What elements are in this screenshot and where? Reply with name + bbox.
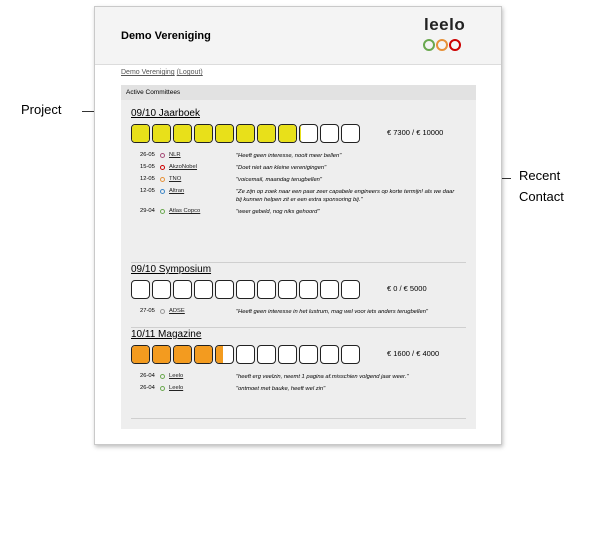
project-block: [131, 264, 466, 327]
progress-fill: [153, 346, 170, 363]
active-committees-panel: [121, 85, 476, 429]
recent-contacts-list: [131, 308, 466, 320]
progress-fill: [132, 346, 149, 363]
progress-fill: [216, 346, 223, 363]
project-block: [131, 108, 466, 262]
contact-row: [131, 385, 466, 397]
contact-date: 26-04: [140, 385, 155, 391]
progress-fill: [300, 125, 301, 142]
contact-date: 15-05: [140, 164, 155, 170]
progress-segment: [152, 280, 171, 299]
org-title: Demo Vereniging: [121, 30, 211, 42]
logo-circle-green-icon: [423, 39, 435, 51]
progress-segment: [173, 345, 192, 364]
sponsor-amount: € 7300 / € 10000: [387, 128, 444, 137]
progress-segment: [215, 280, 234, 299]
project-divider: [131, 262, 466, 263]
app-header: [95, 7, 501, 65]
progress-segment: [131, 345, 150, 364]
contact-date: 29-04: [140, 208, 155, 214]
status-dot-icon: [160, 165, 165, 170]
progress-fill: [195, 346, 212, 363]
progress-segment: [299, 345, 318, 364]
logo-circle-orange-icon: [436, 39, 448, 51]
contact-note: "voicemail, maandag terugbellen": [236, 177, 322, 183]
annotation-project: Project: [21, 102, 62, 117]
progress-segment: [278, 345, 297, 364]
project-title[interactable]: 09/10 Symposium: [131, 264, 212, 275]
progress-segment: [194, 280, 213, 299]
progress-segment: [194, 124, 213, 143]
contact-date: 26-04: [140, 373, 155, 379]
progress-fill: [258, 125, 275, 142]
recent-contacts-list: [131, 373, 466, 397]
progress-fill: [153, 125, 170, 142]
progress-segment: [257, 280, 276, 299]
progress-segment: [278, 280, 297, 299]
progress-segment: [236, 280, 255, 299]
progress-fill: [237, 125, 254, 142]
project-divider: [131, 418, 466, 419]
project-block: [131, 329, 466, 418]
logo-circles-icon: [423, 38, 462, 56]
status-dot-icon: [160, 374, 165, 379]
contact-row: [131, 188, 466, 208]
progress-segment: [320, 280, 339, 299]
company-link[interactable]: NLR: [169, 152, 181, 158]
company-link[interactable]: Atlas Copco: [169, 208, 201, 214]
contact-note: "Ze zijn op zoek naar een paar zeer capabele engineers op korte termijn! als we daar bij kunnen helpen zit er een extra sponsoring bij.": [236, 189, 455, 204]
progress-segment: [236, 124, 255, 143]
company-link[interactable]: AkzoNobel: [169, 164, 198, 170]
progress-segment: [173, 124, 192, 143]
annotation-recent-contact-line1: Recent: [519, 168, 561, 183]
progress-segment: [320, 124, 339, 143]
contact-note: "Heeft geen interesse in het lustrum, mag wel voor iets anders terugbellen": [236, 309, 428, 315]
sponsor-amount: € 1600 / € 4000: [387, 349, 440, 358]
progress-segment: [341, 280, 360, 299]
company-link[interactable]: Altran: [169, 188, 185, 194]
progress-segment: [131, 280, 150, 299]
project-divider: [131, 327, 466, 328]
logout-link[interactable]: (Logout): [176, 69, 203, 76]
progress-segment: [215, 345, 234, 364]
status-dot-icon: [160, 309, 165, 314]
progress-segment: [152, 345, 171, 364]
company-link[interactable]: TNO: [169, 176, 182, 182]
status-dot-icon: [160, 177, 165, 182]
progress-segment: [341, 345, 360, 364]
contact-row: [131, 308, 466, 320]
status-dot-icon: [160, 153, 165, 158]
progress-fill: [174, 125, 191, 142]
breadcrumb: [121, 69, 203, 76]
project-title[interactable]: 09/10 Jaarboek: [131, 108, 200, 119]
status-dot-icon: [160, 189, 165, 194]
company-link[interactable]: ADSE: [169, 308, 185, 314]
panel-title: Active Committees: [121, 85, 476, 100]
progress-segment: [131, 124, 150, 143]
sponsor-amount: € 0 / € 5000: [387, 284, 427, 293]
company-link[interactable]: Leelo: [169, 385, 184, 391]
contact-row: [131, 373, 466, 385]
progress-segment: [257, 124, 276, 143]
contact-row: [131, 208, 466, 220]
progress-segment: [194, 345, 213, 364]
company-link[interactable]: Leelo: [169, 373, 184, 379]
leelo-logo[interactable]: leelo: [424, 15, 466, 34]
contact-date: 12-05: [140, 188, 155, 194]
progress-segment: [299, 124, 318, 143]
progress-fill: [279, 125, 296, 142]
app-window: [94, 6, 502, 445]
progress-fill: [132, 125, 149, 142]
contact-date: 27-05: [140, 308, 155, 314]
progress-segment: [215, 124, 234, 143]
annotation-recent-contact-line2: Contact: [519, 189, 564, 204]
status-dot-icon: [160, 209, 165, 214]
contact-row: [131, 164, 466, 176]
contact-note: "weer gebeld, nog niks gehoord": [236, 209, 320, 215]
progress-segment: [257, 345, 276, 364]
status-dot-icon: [160, 386, 165, 391]
contact-note: "ontmoet met bauke, heeft wel zin": [236, 386, 326, 392]
progress-segment: [152, 124, 171, 143]
progress-segment: [341, 124, 360, 143]
progress-segment: [299, 280, 318, 299]
progress-fill: [216, 125, 233, 142]
contact-note: "Heeft geen interesse, nooit meer bellen": [236, 153, 342, 159]
contact-date: 26-05: [140, 152, 155, 158]
breadcrumb-org-link[interactable]: Demo Vereniging: [121, 69, 175, 76]
progress-segment: [278, 124, 297, 143]
progress-fill: [174, 346, 191, 363]
contact-row: [131, 176, 466, 188]
recent-contacts-list: [131, 152, 466, 220]
project-title[interactable]: 10/11 Magazine: [131, 329, 202, 340]
contact-note: "Doet niet aan kleine verenigingen": [236, 165, 327, 171]
progress-fill: [195, 125, 212, 142]
progress-segment: [320, 345, 339, 364]
progress-segment: [236, 345, 255, 364]
contact-date: 12-05: [140, 176, 155, 182]
progress-segment: [173, 280, 192, 299]
contact-row: [131, 152, 466, 164]
contact-note: "heeft erg veelzin, neemt 1 pagina af.misschien volgend jaar weer.": [236, 374, 409, 380]
logo-circle-red-icon: [449, 39, 461, 51]
